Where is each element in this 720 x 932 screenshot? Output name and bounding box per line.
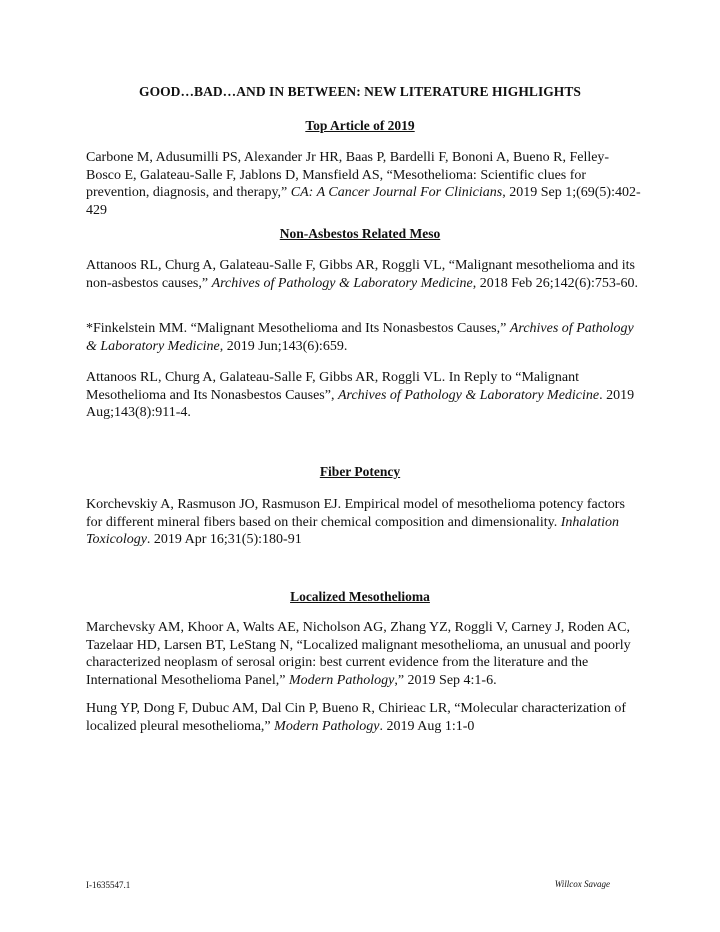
- section-heading-top-article: Top Article of 2019: [305, 118, 415, 133]
- reference-entry: [86, 369, 642, 422]
- reference-entry: [86, 320, 642, 355]
- reference-journal: Archives of Pathology & Laboratory Medicine: [211, 275, 473, 291]
- page-title: GOOD…BAD…AND IN BETWEEN: NEW LITERATURE HIGHLIGHTS: [139, 84, 581, 99]
- reference-journal: Modern Pathology: [274, 718, 380, 734]
- reference-citation: , 2018 Feb 26;142(6):753-60.: [472, 275, 638, 291]
- reference-entry: [86, 619, 642, 689]
- reference-authors-title: Carbone M, Adusumilli PS, Alexander Jr HR, Baas P, Bardelli F, Bononi A, Bueno R, Felley-Bosco E, Galateau-Salle F, Jablons D, Mansfield AS, “Mesothelioma: Scientific clues for prevention, diagnosis, and therapy,”: [86, 150, 610, 200]
- reference-authors-title: Attanoos RL, Churg A, Galateau-Salle F, Gibbs AR, Roggli VL, “Malignant mesothelioma and its non-asbestos causes,”: [86, 258, 635, 291]
- reference-journal: Archives of Pathology & Laboratory Medicine: [337, 387, 600, 403]
- reference-citation: . 2019 Aug 1:1-0: [379, 718, 475, 734]
- reference-authors-title: Attanoos RL, Churg A, Galateau-Salle F, Gibbs AR, Roggli VL. In Reply to “Malignant Mesothelioma and Its Nonasbestos Causes”,: [86, 370, 579, 403]
- footer-document-id: I-1635547.1: [86, 880, 131, 890]
- reference-citation: ,” 2019 Sep 4:1-6.: [394, 672, 497, 688]
- reference-journal: Inhalation Toxicology: [86, 514, 620, 547]
- reference-entry: [86, 700, 642, 735]
- reference-journal: CA: A Cancer Journal For Clinicians: [290, 185, 503, 200]
- reference-authors-title: Marchevsky AM, Khoor A, Walts AE, Nicholson AG, Zhang YZ, Roggli V, Carney J, Roden AC, Tazelaar HD, Larsen BT, LeStang N, “Localized malignant mesothelioma, an unusual and poorly characterized neoplasm of serosal origin: best current evidence from the literature and the International Mesothelioma Panel,”: [86, 620, 631, 688]
- reference-entry: [86, 257, 642, 292]
- reference-authors-title: Korchevskiy A, Rasmuson JO, Rasmuson EJ. Empirical model of mesothelioma potency factors for different mineral fibers based on their chemical composition and dimensionality.: [86, 497, 625, 530]
- reference-citation: . 2019 Aug;143(8):911-4.: [86, 387, 635, 420]
- reference-citation: , 2019 Sep 1;(69(5):402-429: [86, 185, 641, 218]
- reference-authors-title: Hung YP, Dong F, Dubuc AM, Dal Cin P, Bueno R, Chirieac LR, “Molecular characterization of localized pleural mesothelioma,”: [86, 701, 626, 734]
- section-heading-fiber-potency: Fiber Potency: [319, 464, 401, 479]
- reference-entry: [86, 149, 642, 219]
- reference-authors-title: *Finkelstein MM. “Malignant Mesothelioma and Its Nonasbestos Causes,”: [86, 321, 510, 336]
- section-heading-non-asbestos: Non-Asbestos Related Meso: [279, 226, 441, 241]
- reference-journal: Modern Pathology: [288, 672, 395, 688]
- reference-entry: [86, 496, 642, 549]
- reference-journal: Archives of Pathology & Laboratory Medicine: [86, 321, 634, 354]
- reference-citation: . 2019 Apr 16;31(5):180-91: [146, 532, 302, 547]
- section-heading-localized-meso: Localized Mesothelioma: [290, 589, 430, 604]
- footer-firm-name: Willcox Savage: [554, 879, 610, 889]
- reference-citation: , 2019 Jun;143(6):659.: [219, 338, 348, 354]
